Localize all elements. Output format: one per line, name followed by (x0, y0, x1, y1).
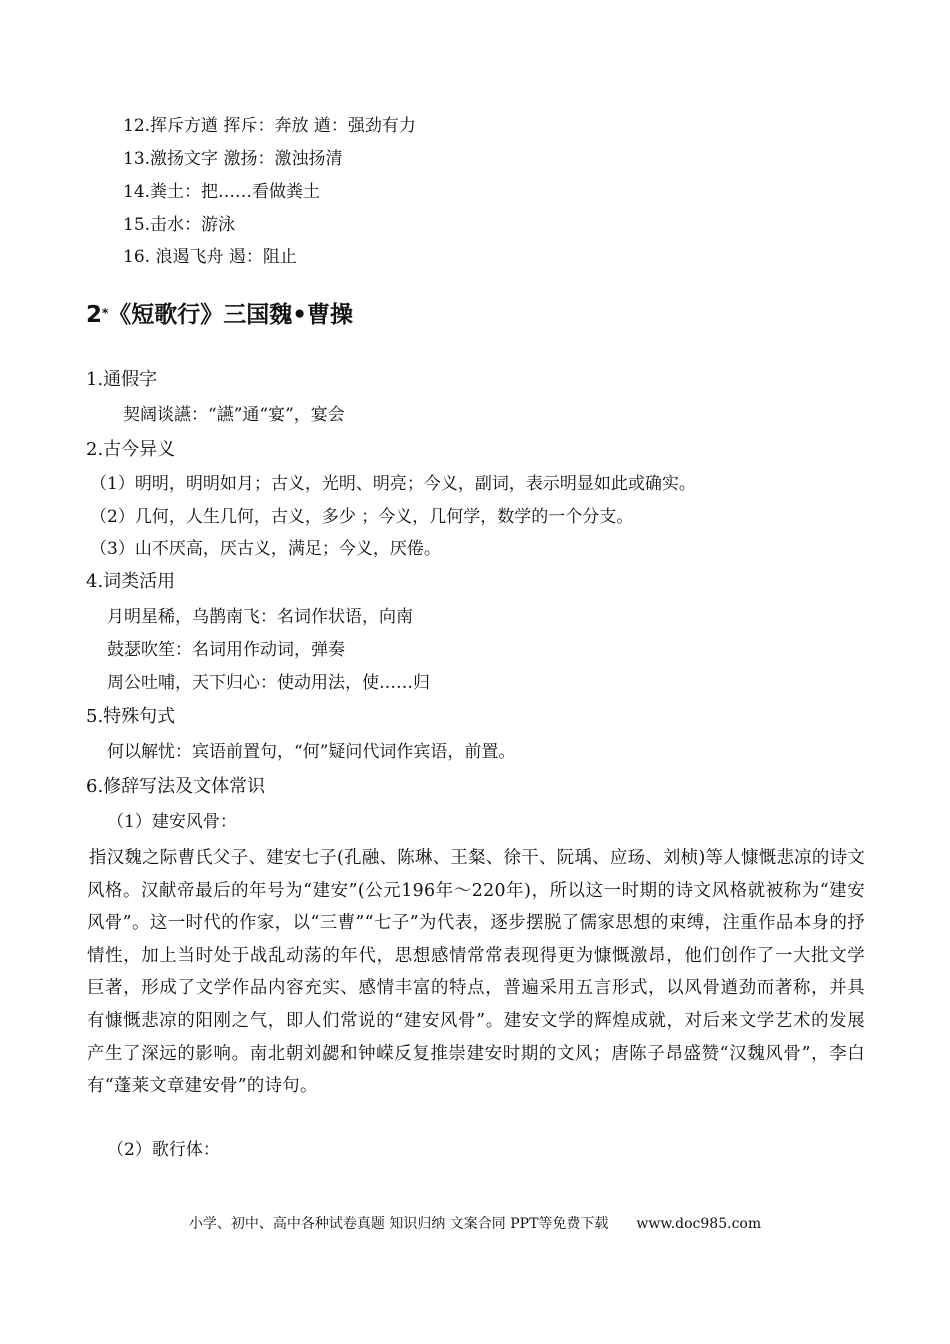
subheading-jiananfenggu: （1）建安风骨： (107, 812, 237, 832)
heading-tongjiazi: 1.通假字 (86, 369, 158, 390)
list-item: 鼓瑟吹笙：名词用作动词，弹奏 (107, 640, 345, 660)
section-mark: * (102, 306, 109, 320)
footer (0, 1214, 950, 1234)
list-item: 16. 浪遏飞舟 遏：阻止 (123, 247, 297, 267)
list-item: （1）明明，明明如月；古义，光明、明亮；今义，副词，表示明显如此或确实。 (90, 474, 696, 494)
heading-teshujushi: 5.特殊句式 (86, 706, 176, 727)
list-item: （3）山不厌高，厌古义，满足；今义，厌倦。 (90, 539, 441, 559)
list-item: 15.击水：游泳 (123, 215, 236, 235)
list-item: 契阔谈讌：“讌”通“宴”，宴会 (123, 405, 345, 425)
heading-cileihuoyong: 4.词类活用 (86, 571, 176, 592)
heading-gujinyiyi: 2.古今异义 (86, 439, 176, 460)
section-title-text: 《短歌行》三国魏•曹操 (108, 302, 353, 328)
body-paragraph: 指汉魏之际曹氏父子、建安七子(孔融、陈琳、王粲、徐干、阮瑀、应玚、刘桢)等人慷慨悲凉的诗文风格。汉献帝最后的年号为“建安”(公元196年～220年)，所以这一时期的诗文风格就被称为“建安风骨”。这一时代的作家，以“三曹”“七子”为代表，逐步摆脱了儒家思想的束缚，注重作品本身的抒情性，加上当时处于战乱动荡的年代，思想感情常常表现得更为慷慨激昂，他们创作了一大批文学巨著，形成了文学作品内容充实、感情丰富的特点，普遍采用五言形式，以风骨遒劲而著称，并具有慷慨悲凉的阳刚之气，即人们常说的“建安风骨”。建安文学的辉煌成就，对后来文学艺术的发展产生了深远的影响。南北朝刘勰和钟嵘反复推崇建安时期的文风；唐陈子昂盛赞“汉魏风骨”，李白有“蓬莱文章建安骨”的诗句。 (87, 848, 865, 1097)
heading-xiuci: 6.修辞写法及文体常识 (86, 776, 266, 797)
list-item: 13.激扬文字 激扬：激浊扬清 (123, 149, 343, 169)
list-item: （2）几何，人生几何，古义，多少 ；今义，几何学，数学的一个分支。 (90, 507, 634, 527)
list-item: 12.挥斥方遒 挥斥：奔放 遒：强劲有力 (123, 116, 416, 136)
list-item: 周公吐哺，天下归心：使动用法，使……归 (107, 673, 430, 693)
section-number: 2 (86, 302, 103, 328)
footer-text: 小学、初中、高中各种试卷真题 知识归纳 文案合同 PPT等免费下载 (188, 1216, 609, 1232)
list-item: 14.粪土：把……看做粪土 (123, 182, 321, 202)
section-title (86, 300, 353, 330)
list-item: 月明星稀，乌鹊南飞：名词作状语，向南 (107, 607, 413, 627)
list-item: 何以解忧：宾语前置句，“何”疑问代词作宾语，前置。 (107, 742, 516, 762)
subheading-gexingti: （2）歌行体： (107, 1140, 220, 1160)
footer-url[interactable]: www.doc985.com (636, 1216, 762, 1232)
